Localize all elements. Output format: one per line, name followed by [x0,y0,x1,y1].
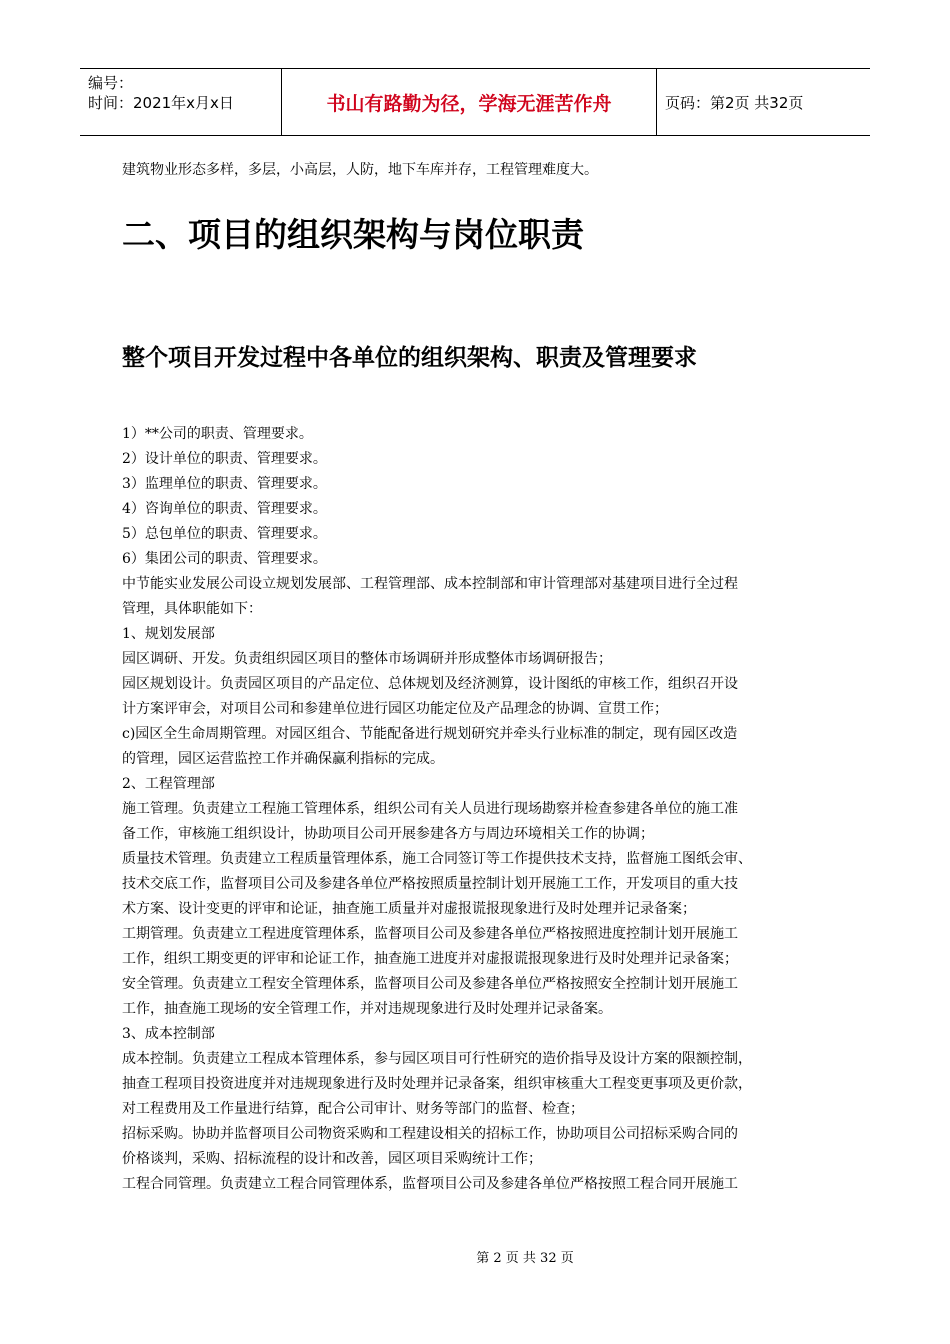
body-line: 园区规划设计。负责园区项目的产品定位、总体规划及经济测算，设计图纸的审核工作，组织召开设 [122,676,738,692]
body-line: 工作，组织工期变更的评审和论证工作，抽查施工进度并对虚报谎报现象进行及时处理并记录备案； [122,951,738,967]
body-line: 安全管理。负责建立工程安全管理体系，监督项目公司及参建各单位严格按照安全控制计划开展施工 [122,976,738,992]
header-code-label: 编号： [88,74,134,92]
header-date-label: 时间：2021年x月x日 [88,94,234,112]
intro-paragraph: 建筑物业形态多样，多层，小高层，人防，地下车库并存，工程管理难度大。 [122,162,598,178]
body-line: 园区调研、开发。负责组织园区项目的整体市场调研并形成整体市场调研报告； [122,651,612,667]
body-line: 施工管理。负责建立工程施工管理体系，组织公司有关人员进行现场勘察并检查参建各单位的施工准 [122,801,738,817]
section-heading: 二、项目的组织架构与岗位职责 [122,215,584,254]
list-item: 3）监理单位的职责、管理要求。 [122,476,327,492]
body-line: 中节能实业发展公司设立规划发展部、工程管理部、成本控制部和审计管理部对基建项目进行全过程 [122,576,738,592]
body-line: 备工作，审核施工组织设计，协助项目公司开展参建各方与周边环境相关工作的协调； [122,826,654,842]
body-line: c)园区全生命周期管理。对园区组合、节能配备进行规划研究并牵头行业标准的制定，现有园区改造 [122,726,738,742]
body-line: 抽查工程项目投资进度并对违规现象进行及时处理并记录备案，组织审核重大工程变更事项及更价款， [122,1076,752,1092]
body-text [122,572,834,1197]
body-line: 1、规划发展部 [122,626,215,642]
list-item: 1）**公司的职责、管理要求。 [122,426,313,442]
body-line: 价格谈判，采购、招标流程的设计和改善，园区项目采购统计工作； [122,1151,542,1167]
body-line: 2、工程管理部 [122,776,215,792]
body-line: 3、成本控制部 [122,1026,215,1042]
body-line: 术方案、设计变更的评审和论证，抽查施工质量并对虚报谎报现象进行及时处理并记录备案； [122,901,696,917]
page-header [80,68,870,136]
list-item: 4）咨询单位的职责、管理要求。 [122,501,327,517]
subsection-heading: 整个项目开发过程中各单位的组织架构、职责及管理要求 [122,345,697,371]
page-footer: 第 2 页 共 32 页 [476,1251,574,1266]
body-line: 管理，具体职能如下： [122,601,262,617]
header-motto: 书山有路勤为径，学海无涯苦作舟 [282,69,657,135]
body-line: 技术交底工作，监督项目公司及参建各单位严格按照质量控制计划开展施工工作，开发项目的重大技 [122,876,738,892]
list-item: 5）总包单位的职责、管理要求。 [122,526,327,542]
body-line: 计方案评审会，对项目公司和参建单位进行园区功能定位及产品理念的协调、宣贯工作； [122,701,668,717]
list-item: 2）设计单位的职责、管理要求。 [122,451,327,467]
body-line: 对工程费用及工作量进行结算，配合公司审计、财务等部门的监督、检查； [122,1101,584,1117]
body-line: 工程合同管理。负责建立工程合同管理体系，监督项目公司及参建各单位严格按照工程合同开展施工 [122,1176,738,1192]
body-line: 成本控制。负责建立工程成本管理体系，参与园区项目可行性研究的造价指导及设计方案的限额控制， [122,1051,752,1067]
header-page-label: 页码：第2页 共32页 [665,93,804,112]
responsibility-list [122,422,834,572]
body-line: 工作，抽查施工现场的安全管理工作，并对违规现象进行及时处理并记录备案。 [122,1001,612,1017]
body-line: 工期管理。负责建立工程进度管理体系，监督项目公司及参建各单位严格按照进度控制计划开展施工 [122,926,738,942]
header-meta [80,69,282,135]
body-line: 质量技术管理。负责建立工程质量管理体系，施工合同签订等工作提供技术支持，监督施工图纸会审、 [122,851,752,867]
document-body [122,158,834,1197]
list-item: 6）集团公司的职责、管理要求。 [122,551,327,567]
body-line: 招标采购。协助并监督项目公司物资采购和工程建设相关的招标工作，协助项目公司招标采购合同的 [122,1126,738,1142]
body-line: 的管理，园区运营监控工作并确保赢利指标的完成。 [122,751,444,767]
